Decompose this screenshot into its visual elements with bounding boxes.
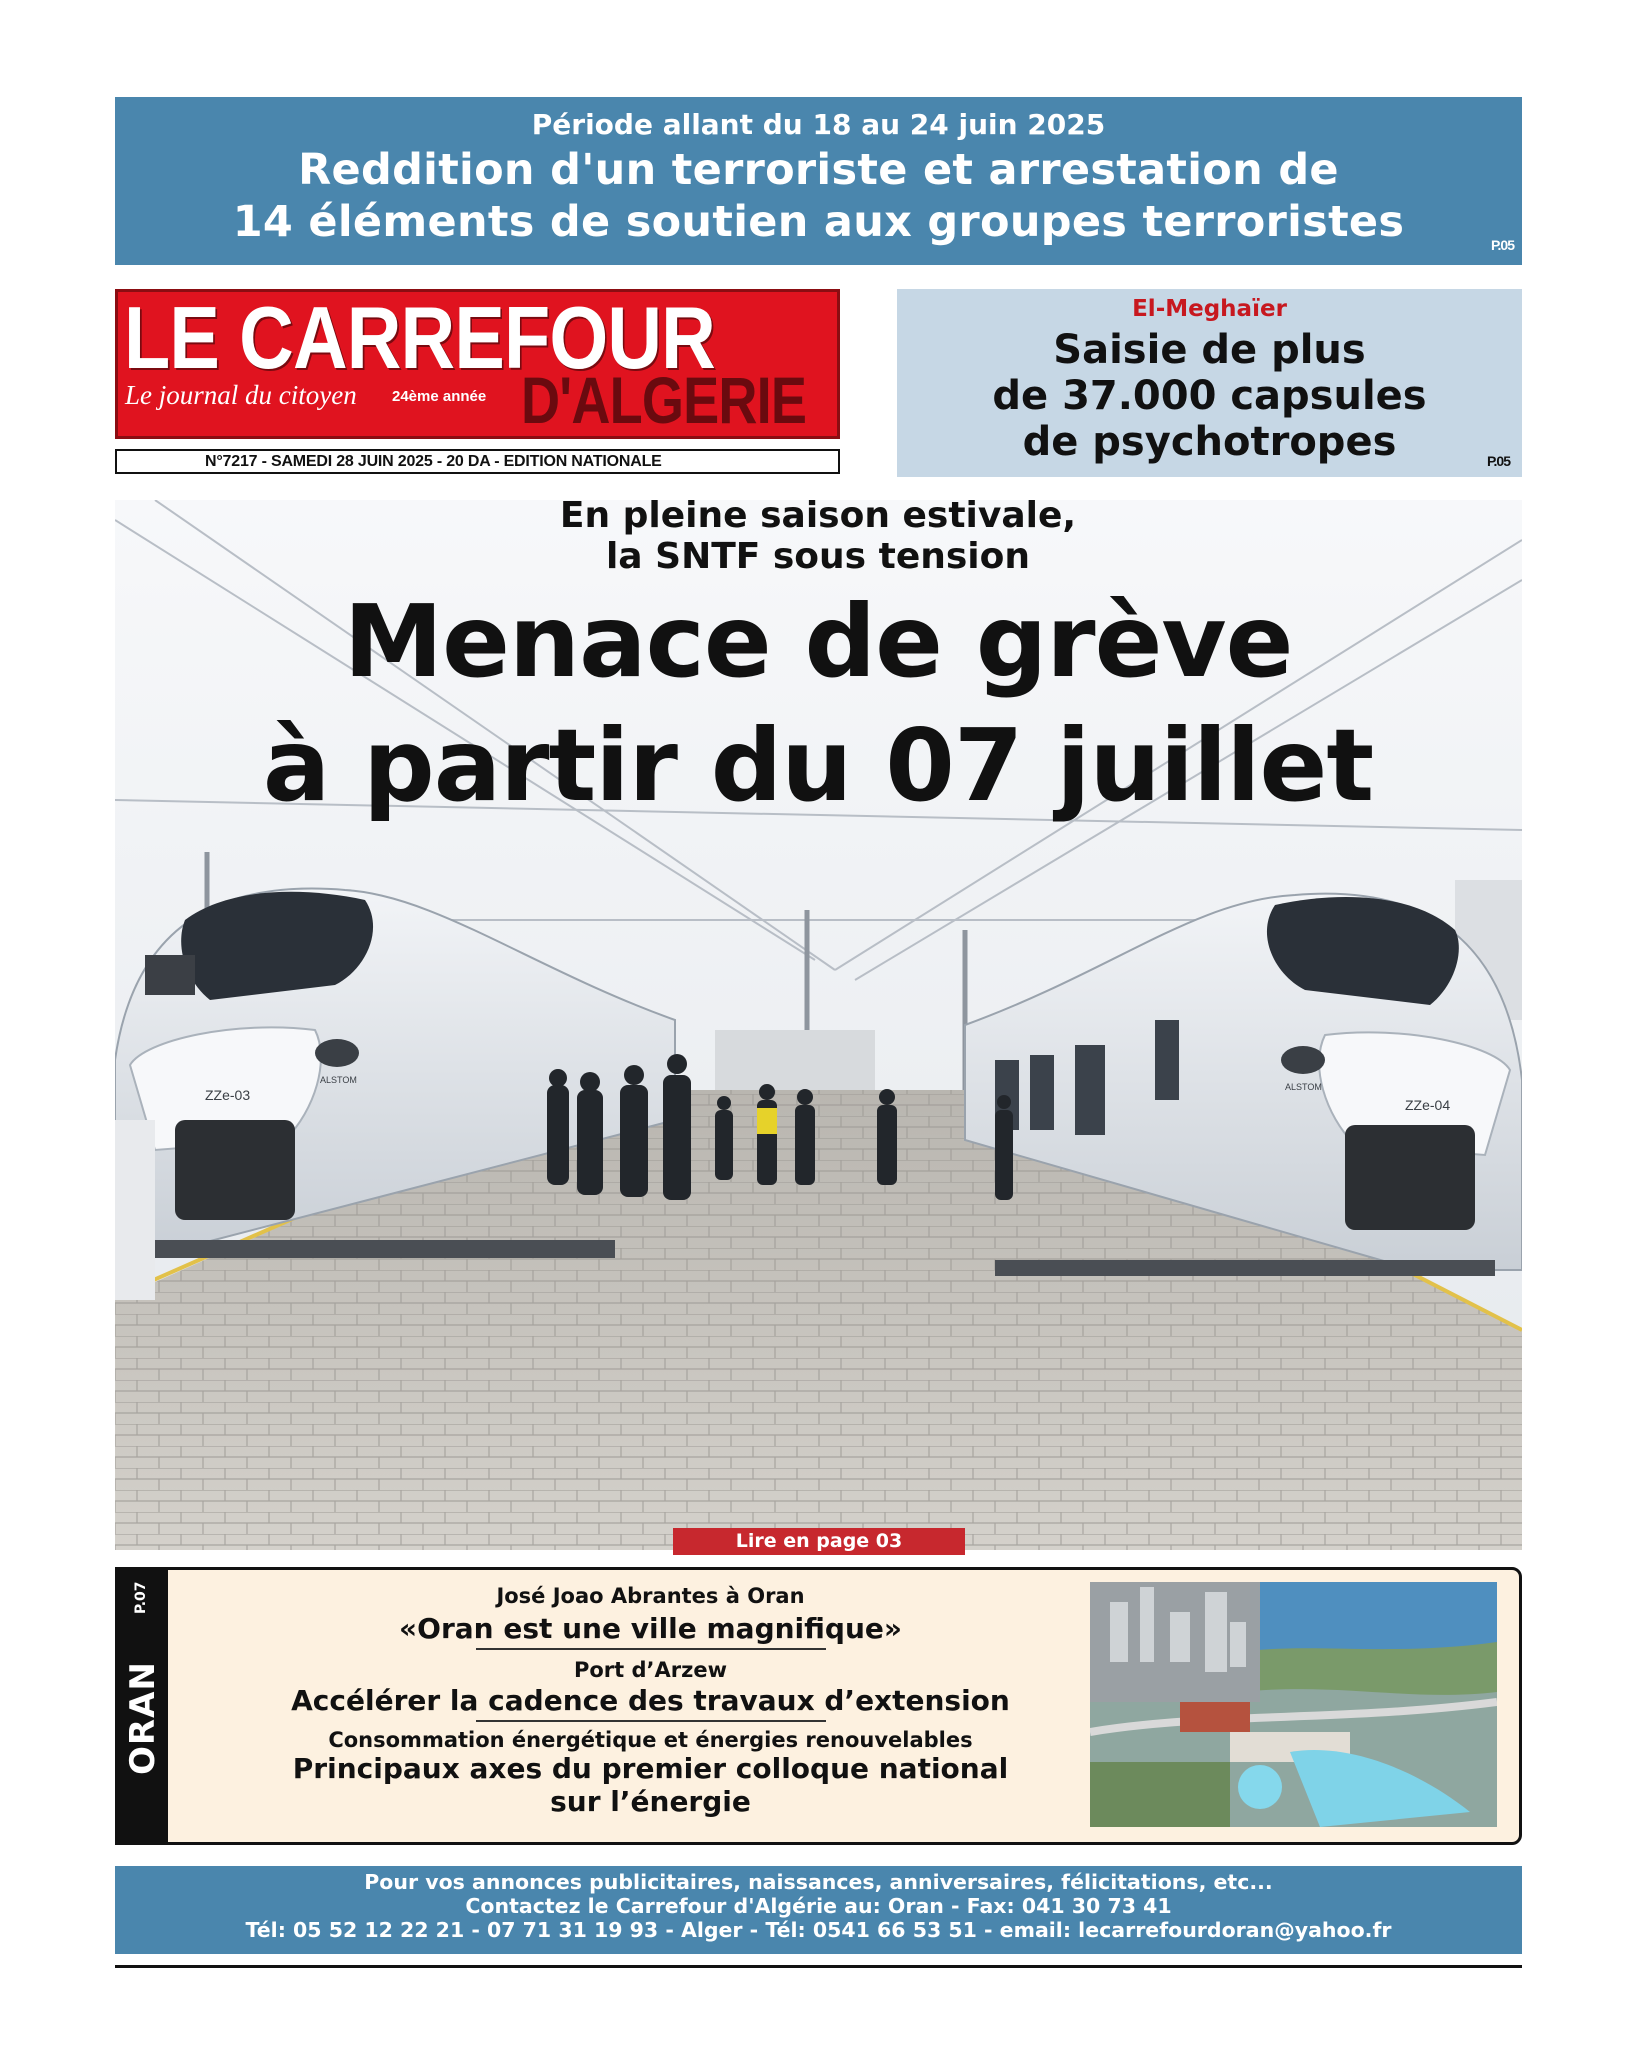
train-right-brand-label: ALSTOM — [1285, 1082, 1322, 1092]
side-story-title-line2: de 37.000 capsules — [992, 373, 1427, 419]
oran-story-2-kicker: Port d’Arzew — [573, 1658, 727, 1682]
side-story-title — [897, 327, 1522, 465]
lead-headline-line1: Menace de grève — [343, 583, 1293, 700]
top-banner — [115, 97, 1522, 265]
oran-story-3-title — [173, 1752, 1128, 1818]
train-right-id-label: ZZe-04 — [1405, 1097, 1451, 1113]
read-more-button[interactable]: Lire en page 03 — [673, 1528, 965, 1555]
divider — [476, 1648, 826, 1650]
ad-line-3: Tél: 05 52 12 22 21 - 07 71 31 19 93 - Alger - Tél: 0541 66 53 51 - email: lecarrefourdoran@yahoo.fr — [245, 1918, 1392, 1942]
oran-story-3-kicker: Consommation énergétique et énergies renouvelables — [328, 1728, 973, 1752]
oran-tab — [118, 1570, 168, 1842]
masthead-country: D'ALGERIE — [521, 363, 807, 437]
oran-story-3[interactable] — [173, 1728, 1128, 1818]
oran-tab-label: ORAN — [123, 1661, 163, 1775]
masthead-tagline: Le journal du citoyen — [125, 380, 357, 410]
oran-story-3-title-line1: Principaux axes du premier colloque national — [292, 1752, 1009, 1785]
oran-stories — [173, 1570, 1128, 1818]
lead-subheadline-line2: la SNTF sous tension — [605, 536, 1031, 577]
banner-headline — [115, 144, 1522, 248]
masthead-logo — [115, 289, 840, 439]
train-left-id-label: ZZe-03 — [205, 1087, 251, 1103]
oran-story-2-title: Accélérer la cadence des travaux d’extension — [291, 1684, 1010, 1717]
banner-page-ref: P.05 — [1491, 237, 1514, 253]
oran-section — [115, 1567, 1522, 1845]
oran-aerial-photo — [1090, 1582, 1497, 1827]
ad-line-2: Contactez le Carrefour d'Algérie au: Oran - Fax: 041 30 73 41 — [465, 1894, 1172, 1918]
side-story-title-line1: Saisie de plus — [1053, 327, 1366, 373]
banner-period: Période allant du 18 au 24 juin 2025 — [531, 108, 1106, 141]
advertising-contact-box — [115, 1866, 1522, 1954]
side-story[interactable] — [897, 289, 1522, 477]
bottom-rule — [115, 1965, 1522, 1968]
masthead-year: 24ème année — [392, 388, 487, 405]
oran-story-2[interactable] — [173, 1658, 1128, 1722]
masthead-name: LE CARREFOUR — [124, 288, 715, 387]
divider — [476, 1720, 826, 1722]
train-left-brand-label: ALSTOM — [320, 1075, 357, 1085]
ad-line-1: Pour vos annonces publicitaires, naissances, anniversaires, félicitations, etc... — [364, 1870, 1273, 1894]
oran-story-1-kicker: José Joao Abrantes à Oran — [496, 1584, 805, 1608]
oran-story-3-title-line2: sur l’énergie — [550, 1785, 751, 1818]
lead-headline — [0, 580, 1636, 828]
lead-headline-line2: à partir du 07 juillet — [262, 707, 1374, 824]
oran-page-ref: P.07 — [133, 1581, 149, 1614]
lead-subheadline — [0, 495, 1636, 577]
oran-story-1-title: «Oran est une ville magnifique» — [399, 1612, 902, 1645]
side-story-kicker: El-Meghaïer — [1132, 296, 1287, 322]
issue-line: N°7217 - SAMEDI 28 JUIN 2025 - 20 DA - EDITION NATIONALE — [115, 449, 840, 474]
oran-story-1[interactable] — [173, 1584, 1128, 1650]
banner-headline-line1: Reddition d'un terroriste et arrestation de — [298, 145, 1339, 195]
banner-headline-line2: 14 éléments de soutien aux groupes terroristes — [232, 197, 1405, 247]
side-story-page-ref: P.05 — [1487, 453, 1510, 469]
oran-city-illustration — [1090, 1582, 1497, 1827]
lead-subheadline-line1: En pleine saison estivale, — [559, 495, 1077, 536]
side-story-title-line3: de psychotropes — [1022, 419, 1397, 465]
